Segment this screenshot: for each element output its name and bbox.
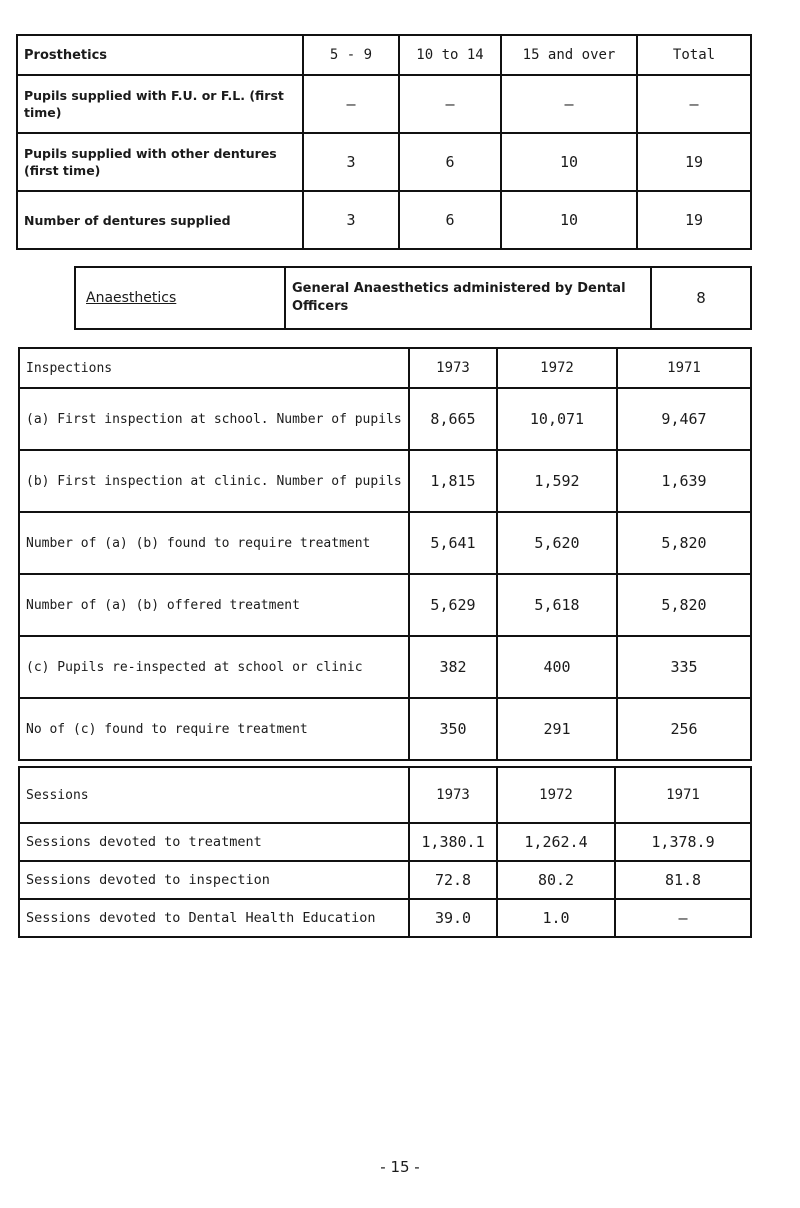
page-number: - 15 - [380, 1158, 420, 1176]
column-header: 1972 [497, 348, 617, 388]
row-label: Number of (a) (b) offered treatment [19, 574, 409, 636]
table-cell: – [637, 75, 751, 133]
column-header: 1973 [409, 348, 497, 388]
table-row [17, 191, 751, 249]
table-cell: 3 [303, 133, 399, 191]
column-header: Total [637, 35, 751, 75]
table-row [19, 823, 751, 861]
table-cell: – [303, 75, 399, 133]
column-header: 1973 [409, 767, 497, 823]
row-label: (a) First inspection at school. Number of pupils [19, 388, 409, 450]
row-label: Pupils supplied with other dentures (first time) [17, 133, 303, 191]
table-cell: 81.8 [615, 861, 751, 899]
column-header: 15 and over [501, 35, 637, 75]
table-cell: 6 [399, 191, 501, 249]
table-cell: 5,629 [409, 574, 497, 636]
table-cell: – [399, 75, 501, 133]
table-cell: 5,620 [497, 512, 617, 574]
row-label: Sessions devoted to Dental Health Education [19, 899, 409, 937]
table-cell: 8,665 [409, 388, 497, 450]
column-header: 1971 [615, 767, 751, 823]
anaesthetics-description: General Anaesthetics administered by Dental Officers [285, 267, 651, 329]
table-cell: 10 [501, 133, 637, 191]
table-row [19, 450, 751, 512]
row-label: (c) Pupils re-inspected at school or clinic [19, 636, 409, 698]
table-cell: 5,820 [617, 512, 751, 574]
table-cell: 72.8 [409, 861, 497, 899]
sessions-table [18, 766, 752, 938]
table-cell: 1,639 [617, 450, 751, 512]
table-cell: 1,262.4 [497, 823, 615, 861]
anaesthetics-title: Anaesthetics [75, 267, 285, 329]
anaesthetics-value: 8 [651, 267, 751, 329]
column-header: 1971 [617, 348, 751, 388]
table-row [19, 574, 751, 636]
table-cell: 5,820 [617, 574, 751, 636]
table-cell: 19 [637, 191, 751, 249]
table-row [19, 636, 751, 698]
table-row [17, 133, 751, 191]
table-row [19, 899, 751, 937]
row-label: (b) First inspection at clinic. Number of pupils [19, 450, 409, 512]
prosthetics-header-row [17, 35, 751, 75]
prosthetics-title: Prosthetics [17, 35, 303, 75]
sessions-header-row [19, 767, 751, 823]
inspections-table [18, 347, 752, 761]
inspections-title: Inspections [19, 348, 409, 388]
table-cell: – [615, 899, 751, 937]
table-cell: 291 [497, 698, 617, 760]
table-row [75, 267, 751, 329]
row-label: No of (c) found to require treatment [19, 698, 409, 760]
table-cell: 400 [497, 636, 617, 698]
table-cell: 19 [637, 133, 751, 191]
row-label: Sessions devoted to treatment [19, 823, 409, 861]
table-cell: 1,592 [497, 450, 617, 512]
table-row [19, 388, 751, 450]
column-header: 10 to 14 [399, 35, 501, 75]
sessions-title: Sessions [19, 767, 409, 823]
table-cell: 3 [303, 191, 399, 249]
row-label: Pupils supplied with F.U. or F.L. (first time) [17, 75, 303, 133]
column-header: 1972 [497, 767, 615, 823]
table-row [19, 861, 751, 899]
inspections-header-row [19, 348, 751, 388]
table-cell: 1,380.1 [409, 823, 497, 861]
table-cell: 1,378.9 [615, 823, 751, 861]
row-label: Sessions devoted to inspection [19, 861, 409, 899]
table-cell: 1.0 [497, 899, 615, 937]
column-header: 5 - 9 [303, 35, 399, 75]
table-cell: 5,641 [409, 512, 497, 574]
row-label: Number of dentures supplied [17, 191, 303, 249]
table-cell: 1,815 [409, 450, 497, 512]
table-cell: – [501, 75, 637, 133]
table-cell: 350 [409, 698, 497, 760]
table-row [19, 512, 751, 574]
row-label: Number of (a) (b) found to require treatment [19, 512, 409, 574]
prosthetics-table [16, 34, 752, 250]
table-cell: 10 [501, 191, 637, 249]
anaesthetics-table [74, 266, 752, 330]
table-cell: 335 [617, 636, 751, 698]
table-cell: 6 [399, 133, 501, 191]
table-cell: 256 [617, 698, 751, 760]
table-cell: 382 [409, 636, 497, 698]
table-cell: 5,618 [497, 574, 617, 636]
table-cell: 39.0 [409, 899, 497, 937]
table-row [17, 75, 751, 133]
table-cell: 10,071 [497, 388, 617, 450]
table-row [19, 698, 751, 760]
table-cell: 9,467 [617, 388, 751, 450]
table-cell: 80.2 [497, 861, 615, 899]
